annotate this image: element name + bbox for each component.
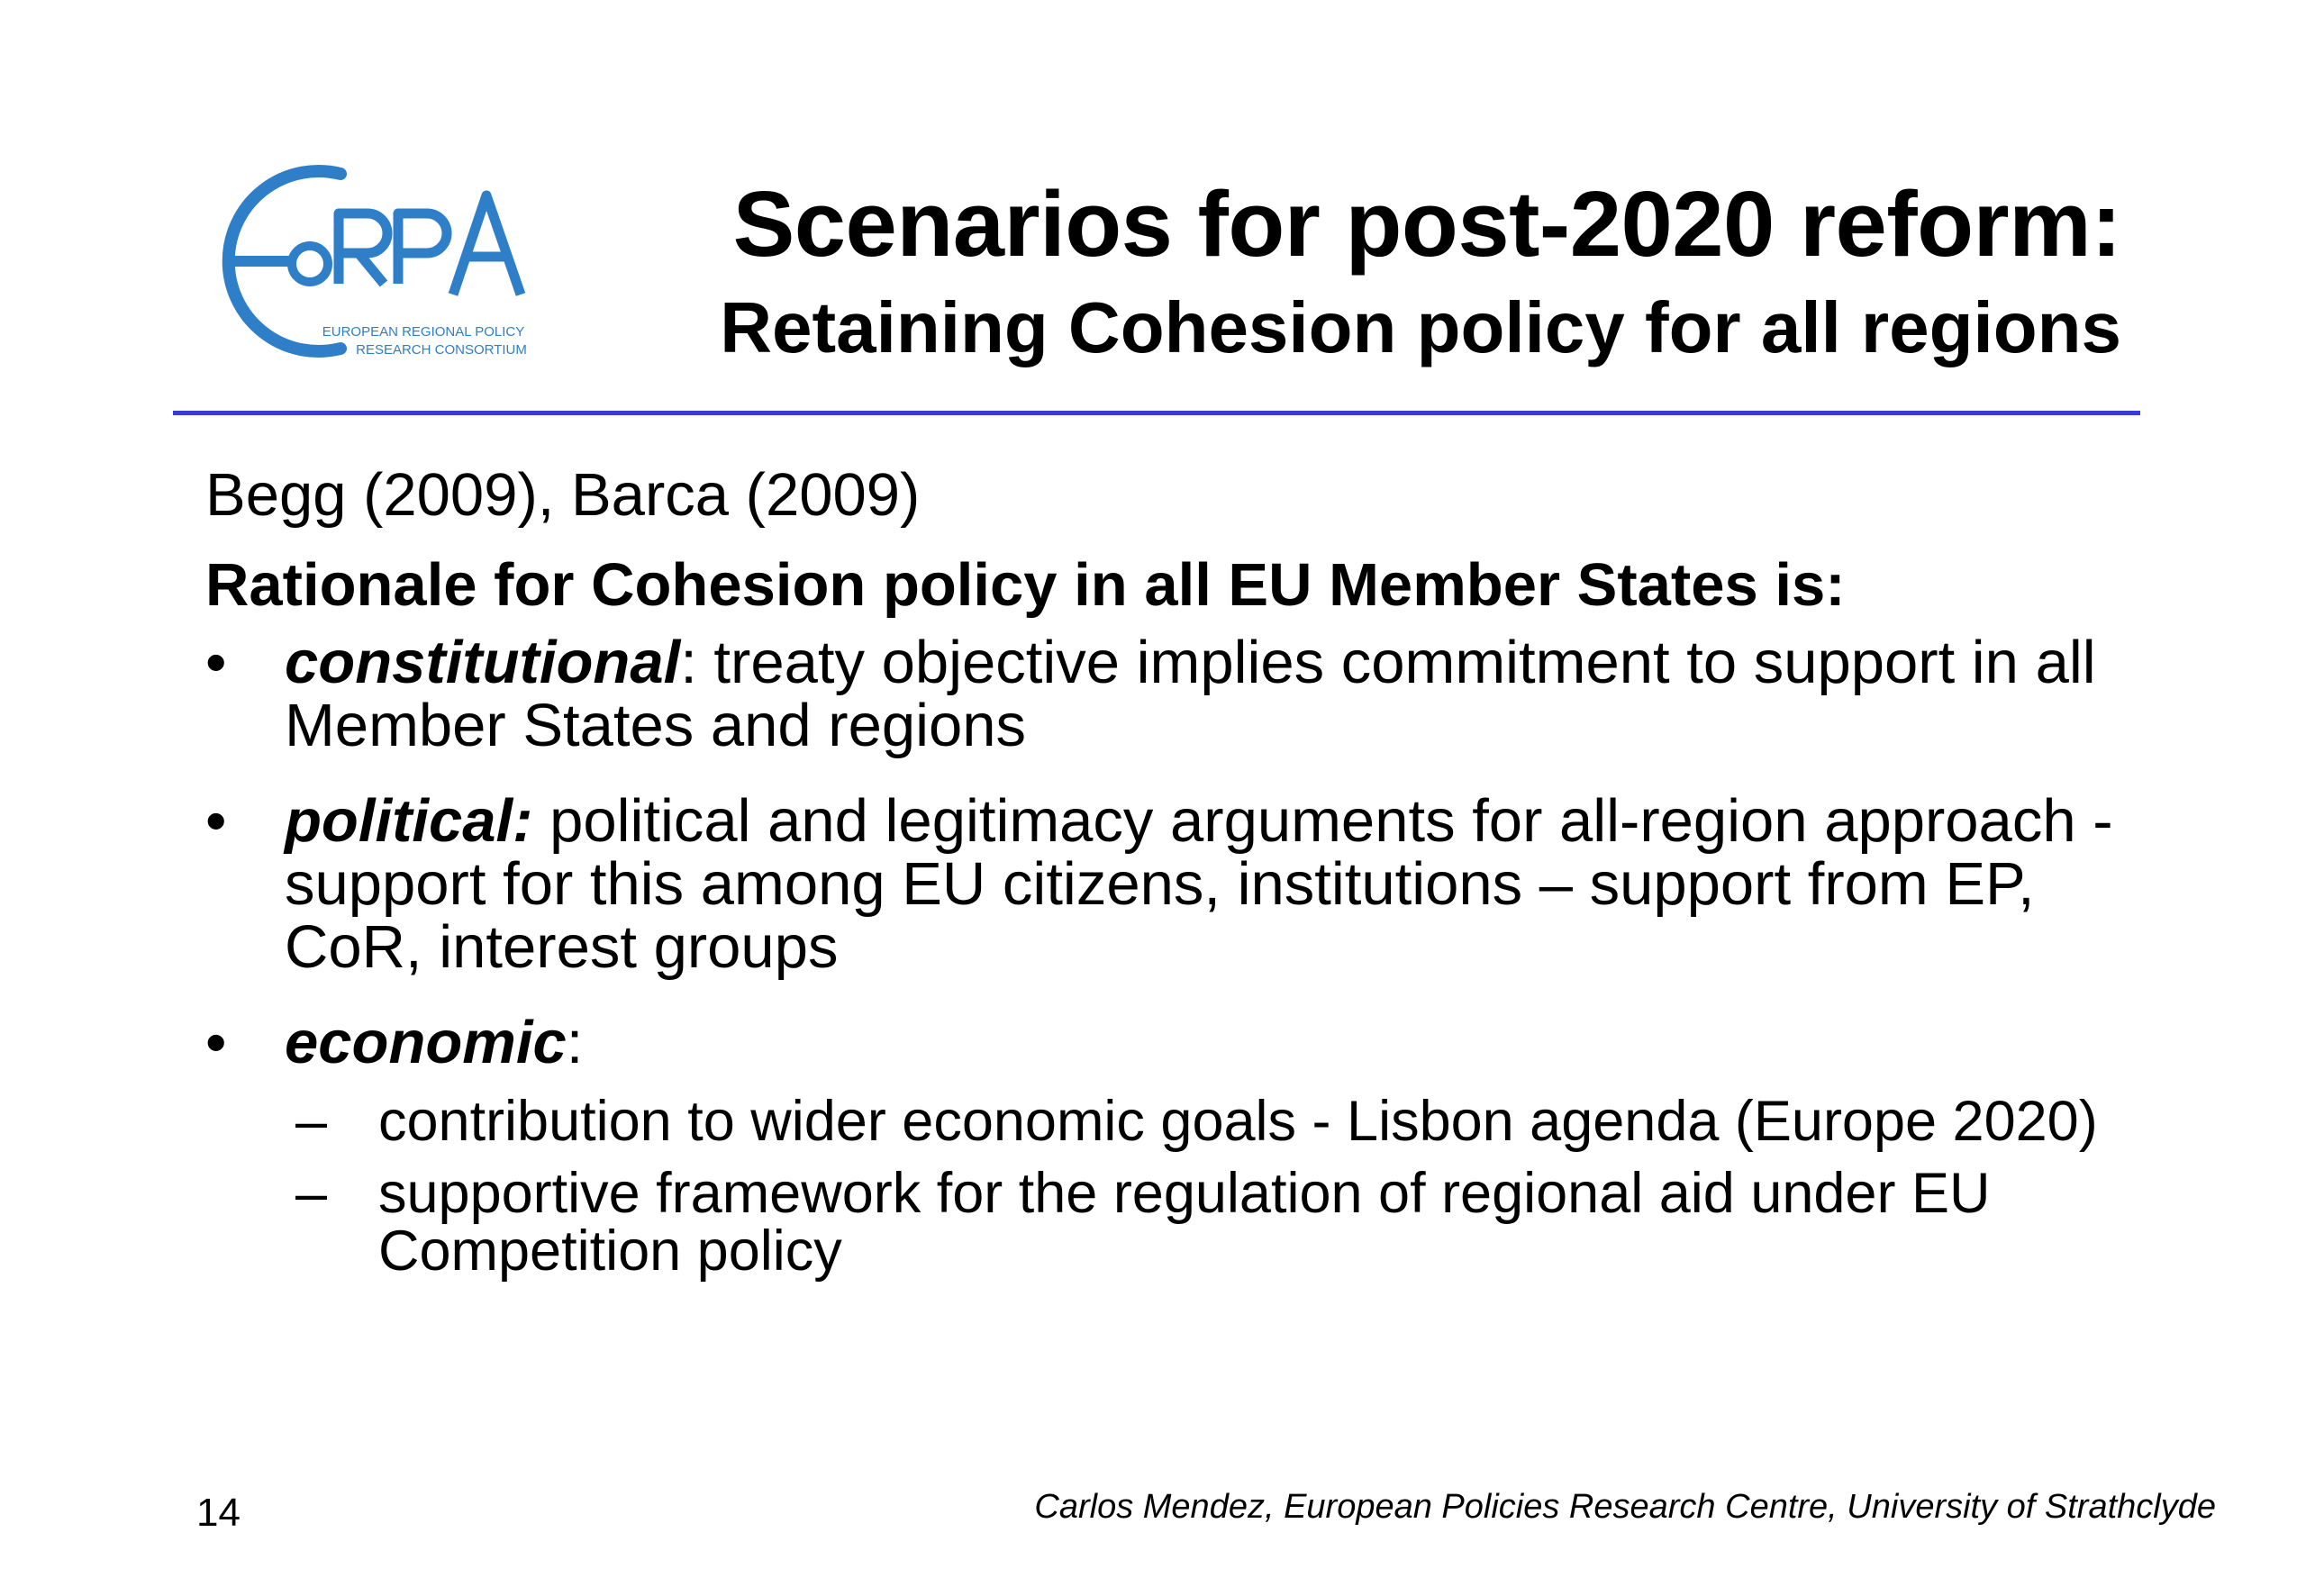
sub-item-text: contribution to wider economic goals - Lisbon agenda (Europe 2020) bbox=[378, 1090, 2098, 1153]
slide-body bbox=[205, 461, 2187, 1312]
item-term: economic bbox=[285, 1009, 567, 1076]
list-item bbox=[205, 1009, 2187, 1283]
dash-icon: – bbox=[295, 1162, 328, 1225]
footer-credit: Carlos Mendez, European Policies Research Centre, University of Strathclyde bbox=[1034, 1488, 2216, 1526]
item-text: political and legitimacy arguments for all-region approach - support for this among EU citizens, institutions – support from EP, CoR, interest groups bbox=[285, 787, 2113, 981]
rationale-heading: Rationale for Cohesion policy in all EU Member States is: bbox=[205, 551, 1846, 619]
title-divider bbox=[173, 411, 2140, 415]
page-number: 14 bbox=[196, 1491, 241, 1535]
slide-title: Scenarios for post-2020 reform: bbox=[732, 172, 2121, 276]
title-block bbox=[720, 171, 2121, 371]
list-item bbox=[205, 787, 2187, 981]
eorpa-logo bbox=[205, 158, 566, 365]
logo-line1: EUROPEAN REGIONAL POLICY bbox=[322, 324, 525, 340]
economic-sublist bbox=[285, 1090, 2187, 1283]
bullet-icon: • bbox=[205, 629, 227, 696]
rationale-list bbox=[205, 629, 2187, 1283]
sub-item-text: supportive framework for the regulation of regional aid under EU Competition policy bbox=[378, 1162, 1991, 1283]
item-term: constitutional bbox=[285, 629, 681, 696]
item-term: political: bbox=[285, 787, 533, 855]
sub-list-item bbox=[285, 1162, 2187, 1283]
logo-line2: RESEARCH CONSORTIUM bbox=[356, 342, 527, 358]
sub-list-item bbox=[285, 1090, 2187, 1153]
bullet-icon: • bbox=[205, 787, 227, 855]
list-item bbox=[205, 631, 2187, 757]
item-text: : bbox=[566, 1009, 584, 1076]
item-text: : treaty objective implies commitment to support in all Member States and regions bbox=[285, 629, 2096, 759]
references: Begg (2009), Barca (2009) bbox=[205, 461, 921, 529]
dash-icon: – bbox=[295, 1090, 328, 1153]
bullet-icon: • bbox=[205, 1009, 227, 1076]
slide-subtitle: Retaining Cohesion policy for all regions bbox=[720, 287, 2121, 367]
